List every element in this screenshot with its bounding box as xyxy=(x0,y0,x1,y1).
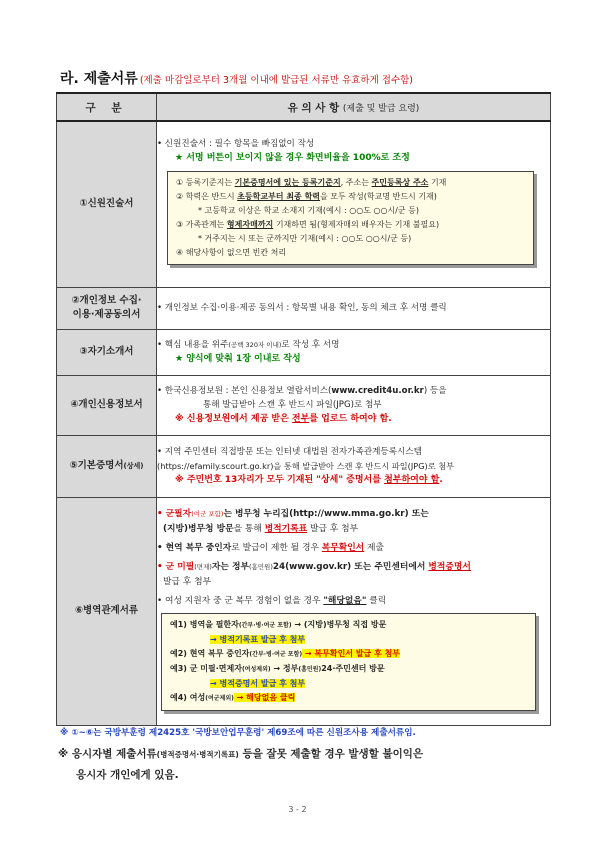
header-notes-label: 유 의 사 항 xyxy=(287,101,340,114)
footnote-source: ※ ①~⑥는 국방부훈령 제2425호 '국방보안업무훈령' 제69조에 따른 신원조사용 제출서류임. xyxy=(60,728,416,738)
box-line: ③ 가족관계는 형제자매까지 기재하면 됨(형제자매의 배우자는 기재 불필요) xyxy=(176,220,440,230)
box-line: 예3) 군 미필·면제자(여성제외) → 정부(홈민원)24·주민센터 방문 xyxy=(170,664,385,673)
emphasis-text: ※ 신용정보원에서 제공 받은 전부를 업로드 하여야 함. xyxy=(175,414,392,424)
page-number: 3 - 2 xyxy=(288,805,307,814)
box-line: 예4) 여성(여군제외) → 해당없음 클릭 xyxy=(170,693,296,702)
box-line: 예2) 현역 복무 중인자(간부·병·여군 포함) → 복무확인서 발급 후 첨부 xyxy=(170,649,401,658)
box-line: ① 등록기준지는 기본증명서에 있는 등록기준지, 주소는 주민등록상 주소 기재 xyxy=(176,178,447,188)
bullet-text: • 신원진술서 : 필수 항목을 빠짐없이 작성 xyxy=(157,139,315,150)
box-line: ② 학력은 반드시 초등학교부터 최종 학력을 모두 작성(학교명 반드시 기재) xyxy=(176,192,437,202)
bullet-text: (지방)병무청 방문을 통해 병적기록표 발급 후 첨부 xyxy=(163,524,359,534)
warning-line-1: ※ 응시자별 제출서류(병적증명서·병적기록표) 등을 잘못 제출할 경우 발생할 불이익은 xyxy=(58,748,424,760)
section-title: 라. 제출서류 xyxy=(60,71,138,87)
row-category: ①신원진술서 xyxy=(57,121,157,287)
footnote-warning xyxy=(58,744,553,785)
requirements-table xyxy=(56,92,551,726)
row-category: ⑤기본증명서(상세) xyxy=(57,435,157,497)
box-line: → 병적기록표 발급 후 첨부 xyxy=(210,635,306,644)
emphasis-text: ※ 주민번호 13자리가 모두 기재된 "상세" 증명서를 첨부하여야 함. xyxy=(175,475,443,485)
box-line: * 거주지는 시 또는 군까지만 기재(예시 : ○○도 ○○시/군 등) xyxy=(198,234,412,244)
bullet-text: • 군필자(여군 포함)는 병무청 누리집(http://www.mma.go.kr) 또는 xyxy=(157,509,429,519)
info-box xyxy=(167,171,534,265)
bullet-text: • 핵심 내용을 위주(공백 320자 이내)로 작성 후 서명 xyxy=(157,340,340,350)
row-category: ④개인신용정보서 xyxy=(57,375,157,435)
row-content xyxy=(157,329,551,375)
box-line: * 고등학교 이상은 학교 소재지 기재(예시 : ○○도 ○○시/군 등) xyxy=(198,206,419,216)
section-subtitle: (제출 마감일로부터 3개월 이내에 발급된 서류만 유효하게 접수함) xyxy=(139,75,414,86)
box-line: → 병적증명서 발급 후 첨부 xyxy=(210,679,306,688)
bullet-text: 통해 발급받아 스캔 후 반드시 파일(JPG)로 첨부 xyxy=(203,400,382,410)
row-content xyxy=(157,375,551,435)
row-content xyxy=(157,287,551,329)
row-content xyxy=(157,121,551,287)
row-category: ⑥병역관계서류 xyxy=(57,497,157,725)
table-row xyxy=(57,329,551,375)
bullet-text: • 개인정보 수집·이용·제공 동의서 : 항목별 내용 확인, 동의 체크 후 서명 클릭 xyxy=(157,303,447,313)
emphasis-text: ★ 양식에 맞춰 1장 이내로 작성 xyxy=(175,354,301,364)
table-row xyxy=(57,121,551,287)
bullet-text: • 현역 복무 중인자로 발급이 제한 될 경우 복무확인서 제출 xyxy=(157,543,385,553)
bullet-text: • 한국신용정보원 : 본인 신용정보 열람서비스(www.credit4u.or.kr) 등을 xyxy=(157,386,447,396)
header-notes xyxy=(157,93,551,121)
emphasis-text: ★ 서명 버튼이 보이지 않을 경우 화면비율을 100%로 조정 xyxy=(175,153,410,164)
bullet-text: (https://efamily.scourt.go.kr)을 통해 발급받아 스캔 후 반드시 파일(JPG)로 첨부 xyxy=(157,461,455,471)
header-category: 구 분 xyxy=(57,93,157,121)
example-box xyxy=(161,613,536,711)
table-header-row xyxy=(57,93,551,121)
box-line: ④ 해당사항이 없으면 빈칸 처리 xyxy=(176,248,287,258)
row-category: ③자기소개서 xyxy=(57,329,157,375)
table-row xyxy=(57,497,551,725)
bullet-text: • 여성 지원자 중 군 복무 경험이 없을 경우 "해당없음" 클릭 xyxy=(157,596,387,606)
header-notes-sub: (제출 및 발급 요령) xyxy=(342,103,420,114)
box-line: 예1) 병역을 필한자(간부·병·여군 포함) → (지방)병무청 직접 방문 xyxy=(170,620,387,629)
section-heading xyxy=(60,68,560,86)
row-category: ②개인정보 수집· 이용·제공동의서 xyxy=(57,287,157,329)
warning-line-2: 응시자 개인에게 있음. xyxy=(76,769,179,781)
bullet-text: • 군 미필(면제)자는 정부(홈민원)24(www.gov.kr) 또는 주민센터에서 병적증명서 xyxy=(157,562,471,572)
table-row xyxy=(57,435,551,497)
row-content xyxy=(157,435,551,497)
bullet-text: • 지역 주민센터 직접방문 또는 인터넷 대법원 전자가족관계등록시스템 xyxy=(157,447,422,457)
bullet-text: 발급 후 첨부 xyxy=(163,577,212,587)
table-row xyxy=(57,287,551,329)
table-row xyxy=(57,375,551,435)
row-content xyxy=(157,497,551,725)
